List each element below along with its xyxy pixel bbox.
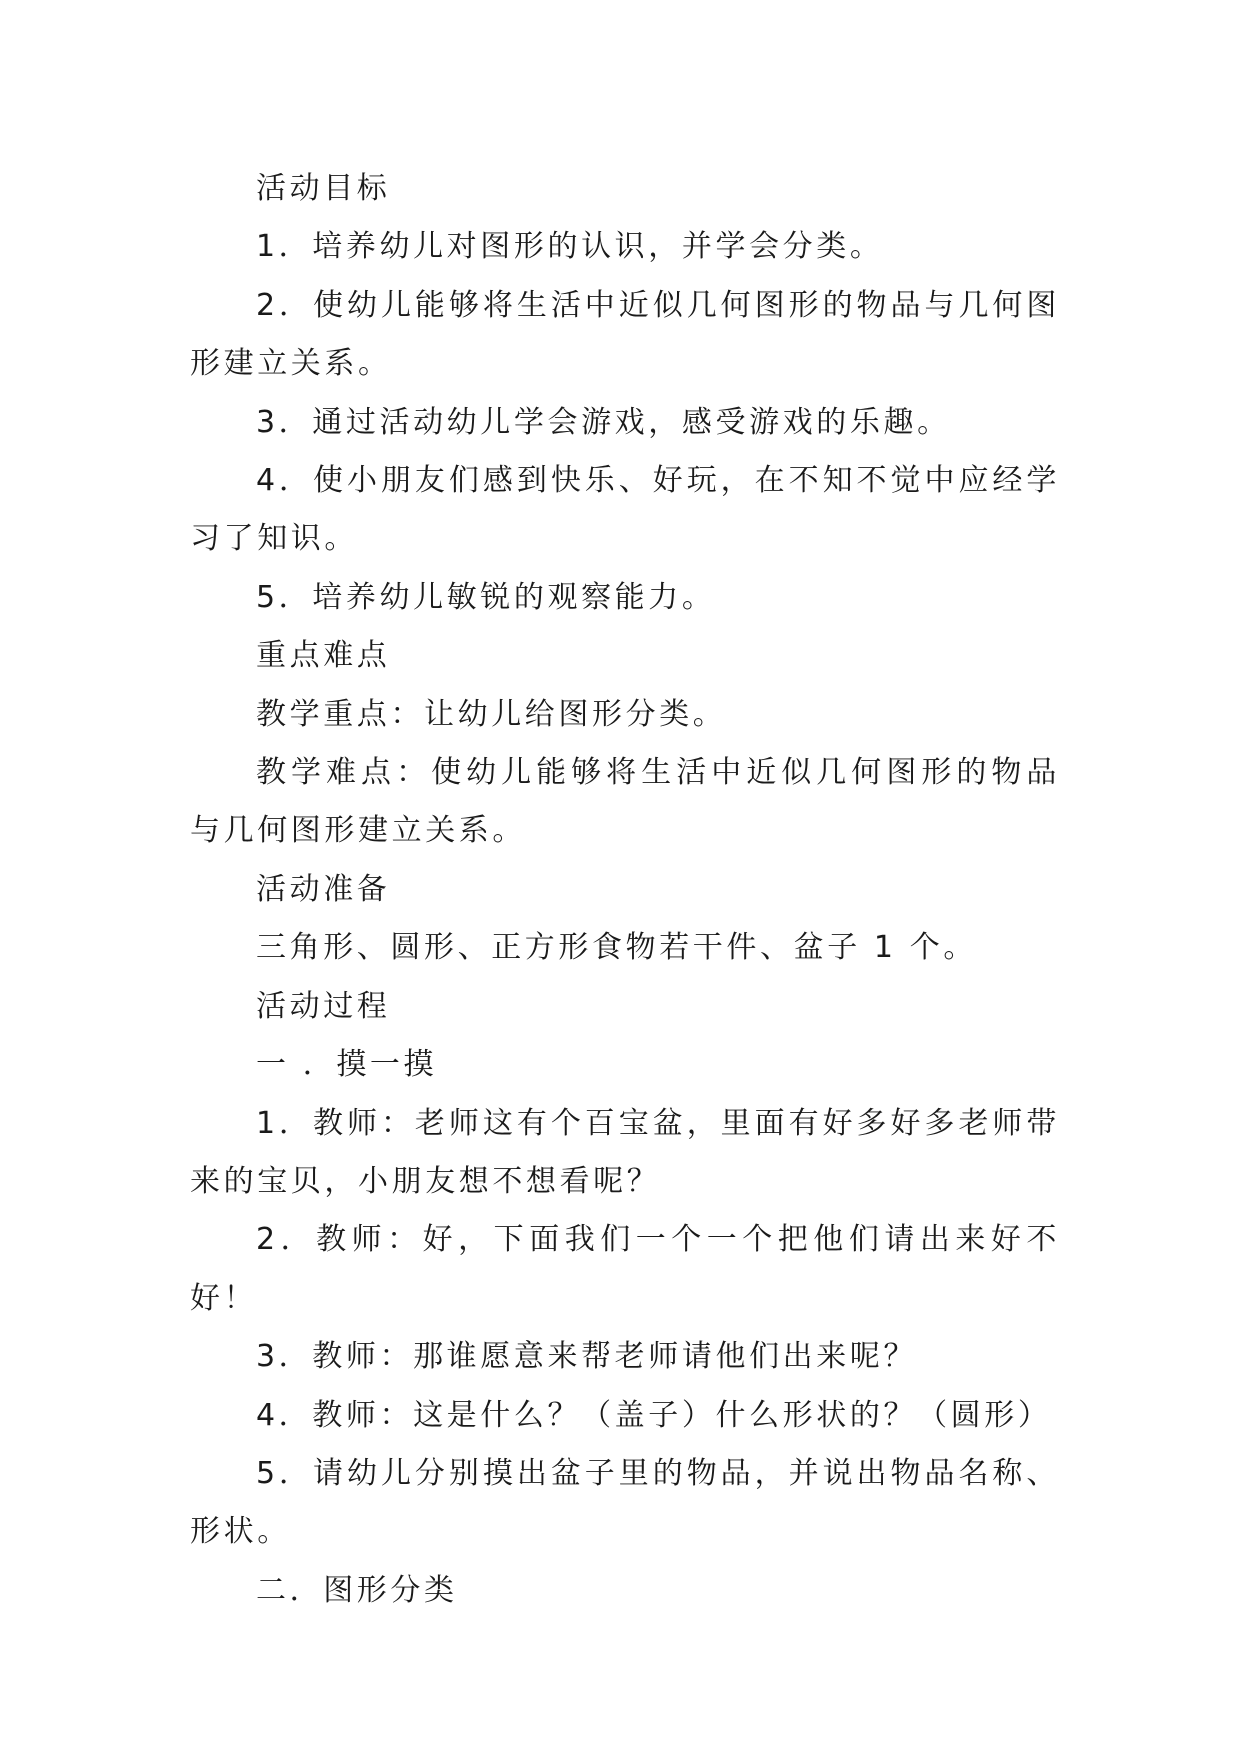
preparation-text: 三角形、圆形、正方形食物若干件、盆子 1 个。	[256, 930, 977, 966]
objective-item-1: 1．培养幼儿对图形的认识，并学会分类。	[256, 229, 884, 265]
key-point-difficulty: 教学难点：使幼儿能够将生活中近似几何图形的物品与几何图形建立关系。	[190, 755, 1060, 849]
objective-item-3: 3．通过活动幼儿学会游戏，感受游戏的乐趣。	[256, 404, 951, 440]
process-item-1: 1．教师：老师这有个百宝盆，里面有好多好多老师带来的宝贝，小朋友想不想看呢？	[190, 1105, 1060, 1199]
process-item-3: 3．教师：那谁愿意来帮老师请他们出来呢？	[256, 1339, 918, 1375]
objective-item-4: 4．使小朋友们感到快乐、好玩，在不知不觉中应经学习了知识。	[190, 463, 1060, 557]
section-heading-process: 活动过程	[256, 988, 391, 1024]
process-item-2: 2．教师：好，下面我们一个一个把他们请出来好不好！	[190, 1222, 1060, 1316]
section-heading-objectives: 活动目标	[256, 171, 391, 206]
process-item-5: 5．请幼儿分别摸出盆子里的物品，并说出物品名称、形状。	[190, 1455, 1060, 1550]
process-step-2-heading: 二．图形分类	[256, 1572, 458, 1608]
objective-item-2: 2．使幼儿能够将生活中近似几何图形的物品与几何图形建立关系。	[190, 287, 1060, 382]
document-page	[190, 160, 1060, 1620]
section-heading-preparation: 活动准备	[256, 871, 391, 907]
process-item-4: 4．教师：这是什么？（盖子）什么形状的？（圆形）	[256, 1397, 1052, 1433]
section-heading-key-points: 重点难点	[256, 638, 391, 674]
objective-item-5: 5．培养幼儿敏锐的观察能力。	[256, 579, 716, 615]
process-step-1-heading: 一 ．摸一摸	[256, 1047, 438, 1083]
key-point-focus: 教学重点：让幼儿给图形分类。	[256, 696, 727, 732]
